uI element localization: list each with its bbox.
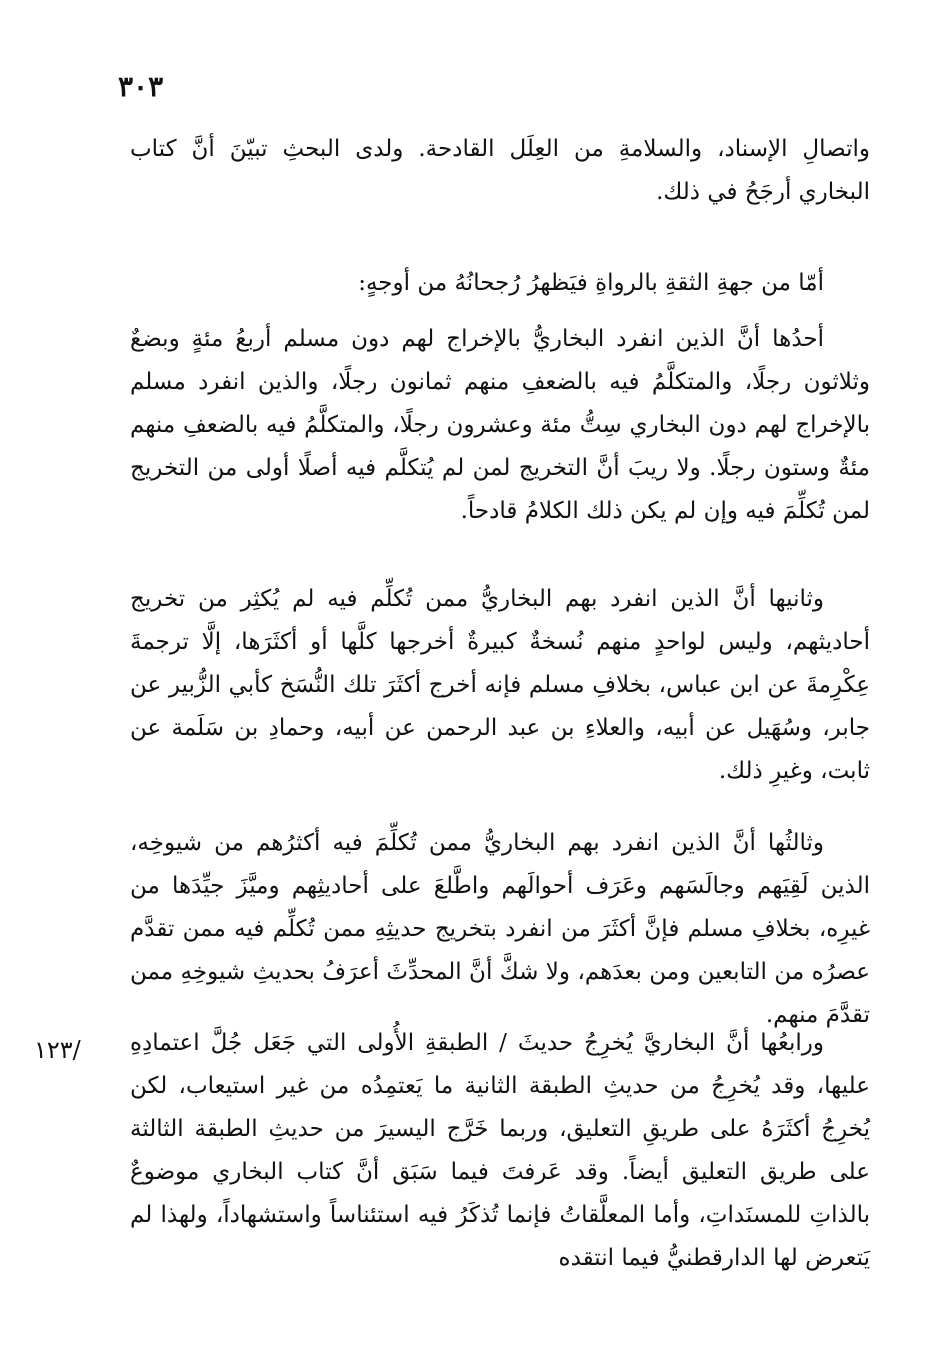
paragraph-5: وثالثُها أنَّ الذين انفرد بهم البخاريُّ ممن تُكلِّمَ فيه أكثرُهم من شيوخِه، الذين لَقِيَهم وجالَسَهم وعَرَف أحوالَهم واطَّلعَ على أحاديثِهم وميَّزَ جيِّدَها من غيرِه، بخلافِ مسلم فإنَّ أكثَرَ من انفرد بتخريج حديثِهِ ممن تُكلِّم فيه ممن تقدَّم عصرُه من التابعين ومن بعدَهم، ولا شكَّ أنَّ المحدِّثَ أعرَفُ بحديثِ شيوخِهِ ممن تقدَّمَ منهم.: [130, 830, 871, 1028]
paragraph-2: أمّا من جهةِ الثقةِ بالرواةِ فيَظهرُ رُجحانُهُ من أوجهٍ:: [358, 270, 824, 296]
paragraph-6: ورابعُها أنَّ البخاريَّ يُخرِجُ حديثَ / الطبقةِ الأُولى التي جَعَل جُلَّ اعتمادِهِ عليها، وقد يُخرِجُ من حديثِ الطبقة الثانية ما يَعتمِدُه من غير استيعاب، لكن يُخرِجُ أكثَرَهُ على طريقِ التعليق، وربما خَرَّج اليسيرَ من حديثِ الطبقة الثالثة على طريق التعليق أيضاً. وقد عَرفتَ فيما سَبَق أنَّ كتاب البخاري موضوعٌ بالذاتِ للمسنَداتِ، وأما المعلَّقاتُ فإنما تُذكَرُ فيه استئناساً واستشهاداً، ولهذا لم يَتعرض لها الدارقطنيُّ فيما انتقده: [130, 1030, 870, 1271]
paragraph-1: واتصالِ الإسناد، والسلامةِ من العِلَل القادحة. ولدى البحثِ تبيّنَ أنَّ كتاب البخاري أرجَحُ في ذلك.: [130, 136, 870, 205]
paragraph-3: أحدُها أنَّ الذين انفرد البخاريُّ بالإخراج لهم دون مسلم أربعُ مئةٍ وبضعٌ وثلاثون رجلًا، والمتكلَّمُ فيه بالضعفِ منهم ثمانون رجلًا، والذين انفرد مسلم بالإخراج لهم دون البخاري سِتُّ مئة وعشرون رجلًا، والمتكلَّمُ فيه بالضعفِ منهم مئةٌ وستون رجلًا. ولا ريبَ أنَّ التخريج لمن لم يُتكلَّم فيه أصلًا أولى من التخريج لمن تُكلِّمَ فيه وإن لم يكن ذلك الكلامُ قادحاً.: [130, 326, 870, 524]
page-number: ٣٠٣: [118, 70, 164, 103]
paragraph-4: وثانيها أنَّ الذين انفرد بهم البخاريُّ ممن تُكلِّم فيه لم يُكثِر من تخريج أحاديثهم، وليس لواحدٍ منهم نُسخةٌ كبيرةٌ أخرجها كلَّها أو أكثَرَها، إلَّا ترجمةَ عِكْرِمةَ عن ابن عباس، بخلافِ مسلم فإنه أخرج أكثَرَ تلك النُّسَخ كأبي الزُّبير عن جابر، وسُهَيل عن أبيه، والعلاءِ بن عبد الرحمن عن أبيه، وحمادِ بن سَلَمة عن ثابت، وغيرِ ذلك.: [130, 586, 870, 784]
margin-reference: ١٢٣/: [34, 1036, 81, 1064]
